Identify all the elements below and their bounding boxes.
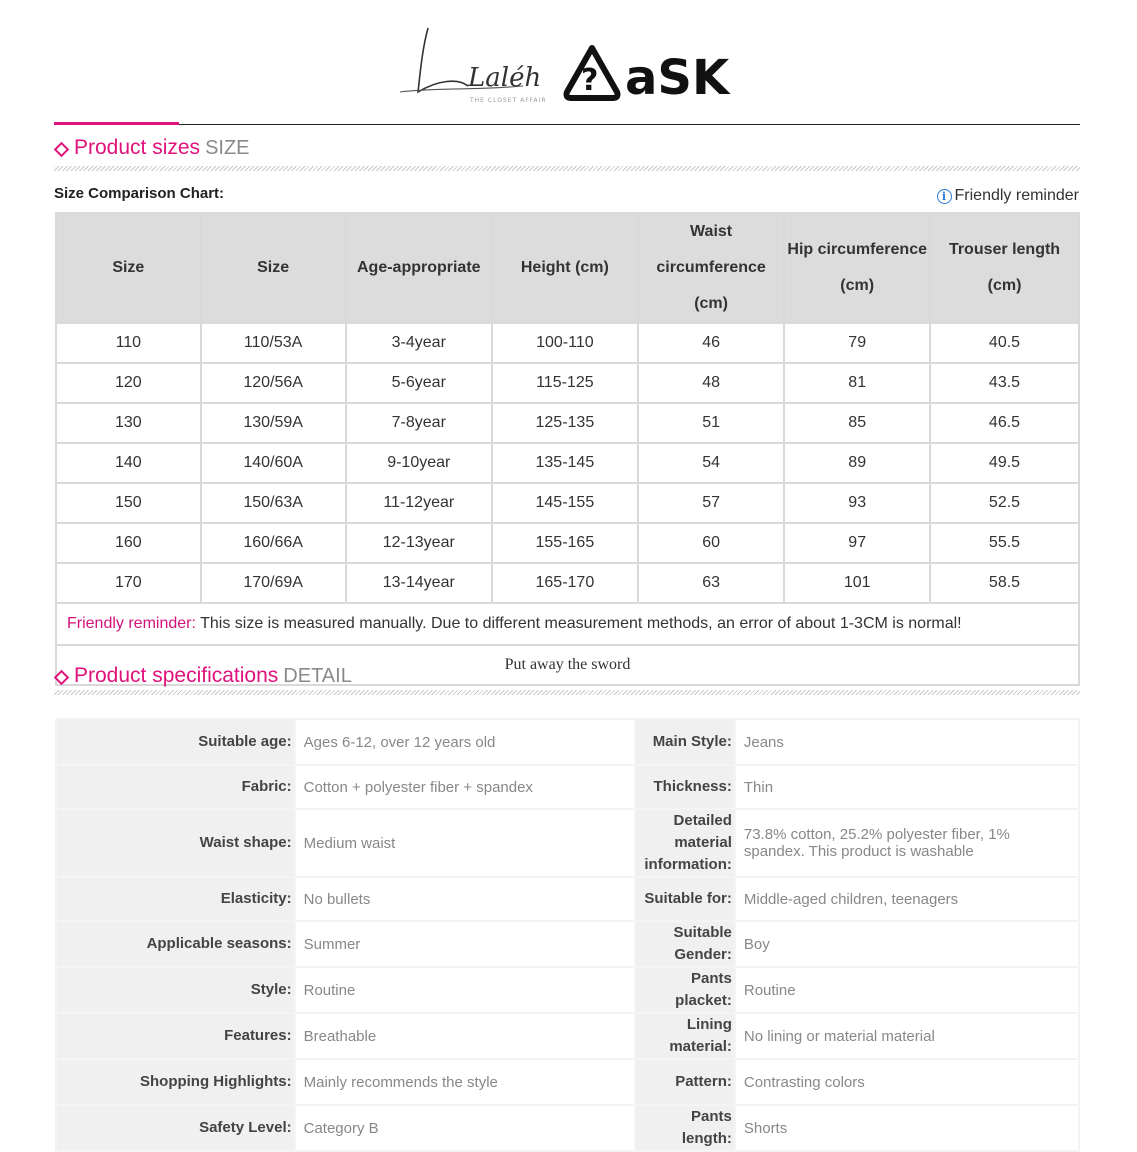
spec-label: Features: <box>57 1014 294 1058</box>
spec-value: Middle-aged children, teenagers <box>736 878 1078 920</box>
laleh-wordmark: Laléh <box>468 63 542 93</box>
size-cell: 3-4year <box>347 324 491 362</box>
spec-value: No bullets <box>296 878 634 920</box>
laleh-tagline: THE CLOSET AFFAIR <box>470 97 547 104</box>
size-cell: 110 <box>57 324 200 362</box>
size-cell: 57 <box>639 484 784 522</box>
spec-label: Pants placket: <box>636 968 734 1012</box>
spec-value: Mainly recommends the style <box>296 1060 634 1104</box>
spec-row <box>57 968 1078 1012</box>
size-cell: 100-110 <box>493 324 637 362</box>
size-cell: 140 <box>57 444 200 482</box>
column-header: Age-appropriate <box>347 214 491 322</box>
diamond-bullet-icon <box>54 670 70 686</box>
size-cell: 115-125 <box>493 364 637 402</box>
ask-question-mark: ? <box>581 63 599 98</box>
diamond-bullet-icon <box>54 142 70 158</box>
info-icon: i <box>937 189 952 204</box>
friendly-reminder-text: Friendly reminder <box>954 187 1079 204</box>
size-cell: 130 <box>57 404 200 442</box>
spec-label: Pants length: <box>636 1106 734 1150</box>
laleh-logo <box>398 20 558 105</box>
section-divider <box>54 690 1080 695</box>
spec-row <box>57 720 1078 764</box>
size-cell: 43.5 <box>931 364 1078 402</box>
note-label: Friendly reminder: <box>67 615 196 632</box>
size-cell: 110/53A <box>202 324 345 362</box>
size-cell: 46 <box>639 324 784 362</box>
column-header: Waist circumference (cm) <box>639 214 784 322</box>
size-cell: 120/56A <box>202 364 345 402</box>
spec-row <box>57 1106 1078 1150</box>
size-cell: 170 <box>57 564 200 602</box>
size-cell: 11-12year <box>347 484 491 522</box>
section-title-en: DETAIL <box>283 665 352 687</box>
size-chart-header-row <box>57 214 1078 322</box>
spec-value: Jeans <box>736 720 1078 764</box>
size-cell: 160 <box>57 524 200 562</box>
spec-label: Lining material: <box>636 1014 734 1058</box>
section-title: Product sizes SIZE <box>74 136 250 159</box>
size-cell: 140/60A <box>202 444 345 482</box>
ask-wordmark: aSK <box>625 50 730 102</box>
spec-label: Thickness: <box>636 766 734 808</box>
header-accent-bar <box>54 122 179 125</box>
size-cell: 48 <box>639 364 784 402</box>
spec-value: Thin <box>736 766 1078 808</box>
size-cell: 81 <box>785 364 929 402</box>
size-chart-row <box>57 364 1078 402</box>
section-divider <box>54 166 1080 171</box>
header-divider <box>54 124 1080 125</box>
column-header: Hip circumference (cm) <box>785 214 929 322</box>
size-cell: 135-145 <box>493 444 637 482</box>
size-cell: 46.5 <box>931 404 1078 442</box>
spec-value: Ages 6-12, over 12 years old <box>296 720 634 764</box>
section-title: Product specifications DETAIL <box>74 664 352 687</box>
spec-label: Safety Level: <box>57 1106 294 1150</box>
spec-row <box>57 922 1078 966</box>
spec-label: Shopping Highlights: <box>57 1060 294 1104</box>
spec-value: Medium waist <box>296 810 634 876</box>
spec-label: Style: <box>57 968 294 1012</box>
size-cell: 49.5 <box>931 444 1078 482</box>
size-cell: 89 <box>785 444 929 482</box>
size-cell: 13-14year <box>347 564 491 602</box>
size-chart-row <box>57 444 1078 482</box>
spec-value: Cotton + polyester fiber + spandex <box>296 766 634 808</box>
spec-row <box>57 766 1078 808</box>
size-cell: 155-165 <box>493 524 637 562</box>
size-cell: 12-13year <box>347 524 491 562</box>
column-header: Size <box>202 214 345 322</box>
spec-value: 73.8% cotton, 25.2% polyester fiber, 1% spandex. This product is washable <box>736 810 1078 876</box>
note-text: This size is measured manually. Due to different measurement methods, an error of about 1-3CM is normal! <box>195 615 962 632</box>
ask-logo <box>563 44 743 102</box>
spec-value: Routine <box>736 968 1078 1012</box>
spec-value: Shorts <box>736 1106 1078 1150</box>
size-cell: 165-170 <box>493 564 637 602</box>
size-cell: 58.5 <box>931 564 1078 602</box>
size-chart-row <box>57 404 1078 442</box>
size-cell: 79 <box>785 324 929 362</box>
spec-row <box>57 810 1078 876</box>
size-chart-row <box>57 484 1078 522</box>
size-cell: 54 <box>639 444 784 482</box>
spec-value: No lining or material material <box>736 1014 1078 1058</box>
size-cell: 7-8year <box>347 404 491 442</box>
spec-value: Routine <box>296 968 634 1012</box>
section-title-en: SIZE <box>205 137 250 159</box>
size-note <box>57 604 1078 644</box>
column-header: Height (cm) <box>493 214 637 322</box>
product-sizes-heading <box>54 136 1080 166</box>
size-cell: 55.5 <box>931 524 1078 562</box>
spec-value: Boy <box>736 922 1078 966</box>
spec-row <box>57 878 1078 920</box>
size-cell: 150 <box>57 484 200 522</box>
spec-label: Fabric: <box>57 766 294 808</box>
size-cell: 60 <box>639 524 784 562</box>
size-cell: 51 <box>639 404 784 442</box>
friendly-reminder-link[interactable] <box>937 187 1079 205</box>
size-cell: 63 <box>639 564 784 602</box>
spec-label: Pattern: <box>636 1060 734 1104</box>
size-cell: 85 <box>785 404 929 442</box>
size-cell: 93 <box>785 484 929 522</box>
size-chart-label: Size Comparison Chart: <box>54 185 225 202</box>
size-cell: 52.5 <box>931 484 1078 522</box>
specifications-table <box>55 718 1080 1152</box>
spec-label: Suitable for: <box>636 878 734 920</box>
column-header: Size <box>57 214 200 322</box>
brand-header <box>0 0 1137 124</box>
size-chart-row <box>57 324 1078 362</box>
spec-value: Breathable <box>296 1014 634 1058</box>
spec-value: Category B <box>296 1106 634 1150</box>
size-cell: 9-10year <box>347 444 491 482</box>
spec-label: Elasticity: <box>57 878 294 920</box>
size-chart-row <box>57 524 1078 562</box>
size-cell: 101 <box>785 564 929 602</box>
size-note-row <box>57 604 1078 644</box>
spec-value: Contrasting colors <box>736 1060 1078 1104</box>
size-footer-text: Put away the sword <box>57 646 1078 684</box>
spec-row <box>57 1060 1078 1104</box>
size-cell: 170/69A <box>202 564 345 602</box>
spec-label: Applicable seasons: <box>57 922 294 966</box>
size-cell: 97 <box>785 524 929 562</box>
size-cell: 120 <box>57 364 200 402</box>
size-cell: 150/63A <box>202 484 345 522</box>
size-chart-table <box>55 212 1080 686</box>
size-cell: 125-135 <box>493 404 637 442</box>
spec-row <box>57 1014 1078 1058</box>
size-cell: 40.5 <box>931 324 1078 362</box>
spec-label: Detailed material information: <box>636 810 734 876</box>
spec-label: Waist shape: <box>57 810 294 876</box>
column-header: Trouser length (cm) <box>931 214 1078 322</box>
size-chart-row <box>57 564 1078 602</box>
spec-label: Suitable Gender: <box>636 922 734 966</box>
spec-value: Summer <box>296 922 634 966</box>
size-cell: 130/59A <box>202 404 345 442</box>
size-cell: 5-6year <box>347 364 491 402</box>
spec-label: Main Style: <box>636 720 734 764</box>
size-cell: 160/66A <box>202 524 345 562</box>
size-cell: 145-155 <box>493 484 637 522</box>
spec-label: Suitable age: <box>57 720 294 764</box>
